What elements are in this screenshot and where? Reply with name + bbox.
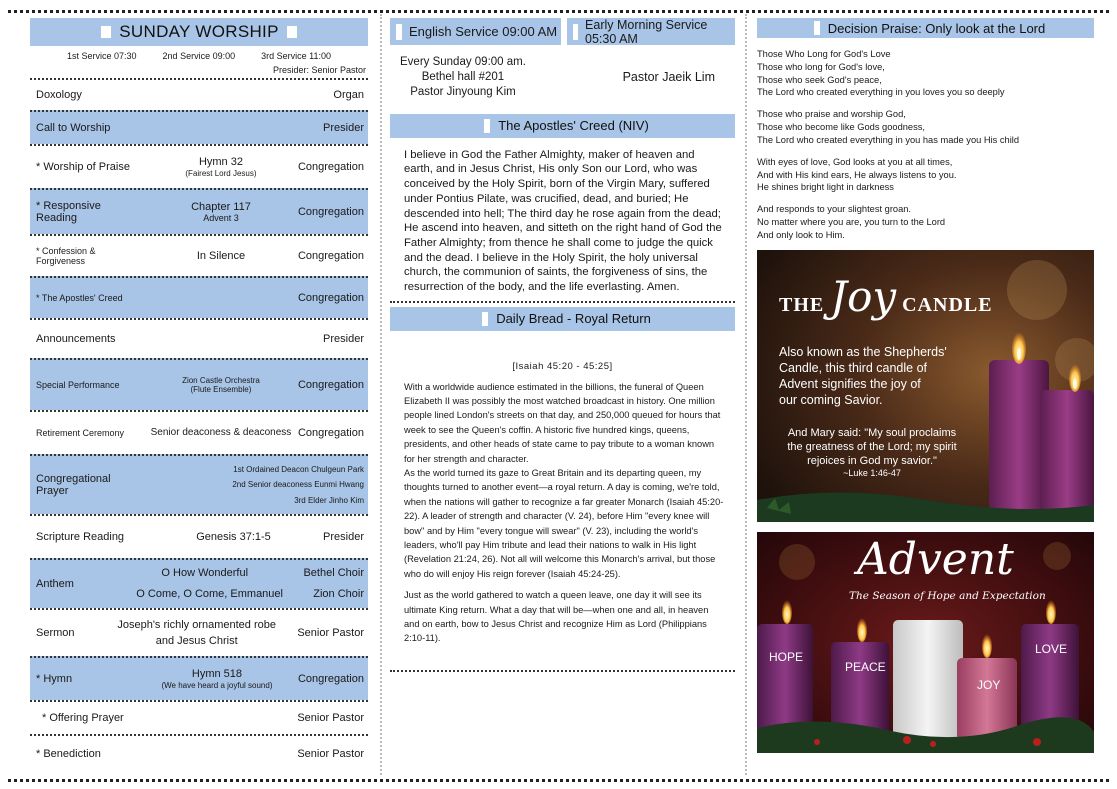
worship-title-bar — [30, 18, 368, 46]
order-item: Retirement Ceremony — [36, 428, 125, 438]
middle-column — [390, 18, 735, 672]
scripture-reference: [Isaiah 45:20 - 45:25] — [512, 360, 613, 372]
lyrics-line: And with His kind ears, He always listens to you. — [757, 169, 957, 180]
worship-title: SUNDAY WORSHIP — [119, 22, 279, 41]
anthem-choir: Zion Choir — [313, 588, 364, 600]
square-icon — [287, 26, 297, 38]
worship-column — [30, 18, 368, 772]
offering-row — [30, 700, 368, 734]
square-icon — [484, 119, 490, 133]
candle-label-love: LOVE — [1035, 642, 1068, 656]
joy-candle-description — [779, 344, 947, 408]
order-leader: Congregation — [297, 427, 364, 439]
service-time: 1st Service 07:30 — [67, 51, 137, 61]
anthem-line — [106, 563, 364, 584]
order-item: Scripture Reading — [36, 531, 125, 543]
square-icon — [573, 24, 578, 40]
order-row — [30, 276, 368, 318]
candle-label-joy: JOY — [977, 678, 1001, 692]
order-leader: Organ — [333, 89, 364, 101]
service-headers — [390, 18, 735, 45]
order-detail-main: Hymn 32 — [198, 156, 243, 169]
order-item: * The Apostles' Creed — [36, 293, 123, 303]
paragraph: With a worldwide audience estimated in the billions, the funeral of Queen Elizabeth II was possibly the most watched broadcast in history. One million people lined London's streets on that day, and 250,000 queued for hours that week to see the Queen's coffin. A historic five hundred kings, queens, presidents, and other heads of state came to pay tribute to a woman known for her strength and character. — [404, 381, 721, 464]
anthem-song: O How Wonderful — [161, 566, 249, 579]
quote-line: rejoices in God my savior." — [807, 455, 937, 468]
order-detail — [144, 250, 298, 263]
order-leader: Congregation — [297, 161, 364, 173]
prayer-leader: 3rd Elder Jinho Kim — [294, 495, 364, 505]
order-row — [30, 78, 368, 110]
detail-line: Pastor Jinyoung Kim — [410, 85, 516, 98]
joy-candle-quote — [757, 426, 987, 480]
english-service-header — [390, 18, 561, 45]
order-row — [30, 144, 368, 188]
lyrics-line: He shines bright light in darkness — [757, 182, 894, 193]
early-service-title: Early Morning Service 05:30 AM — [585, 17, 708, 46]
order-item: Special Performance — [36, 380, 120, 390]
description-line: Candle, this third candle of — [779, 361, 928, 375]
prayer-leader: 2nd Senior deaconess Eunmi Hwang — [232, 480, 364, 490]
decision-praise-header — [757, 18, 1094, 38]
lyrics-line: The Lord who created everything in you loves you so deeply — [757, 87, 1005, 98]
scripture-row — [30, 514, 368, 558]
lyrics-line: Those who praise and worship God, — [757, 109, 906, 120]
paragraph: As the world turned its gaze to Great Britain and its departing queen, my thoughts turned to another event—a royal return. A day is coming, we're told, when the nations will gather to recognize a far greater Monarch (Isaiah 45:20-22). A leader of strength and character (V. 24), before Him "every knee will bow" and by Him "every tongue will swear" (V. 23), including the world's leaders, who'll pay Him tribute and lead their nations to walk in His light (Revelation 21:24, 26). Not all will welcome this Monarch's arrival, but those who do will enjoy His reign forever (Isaiah 45:24-25). — [404, 467, 724, 579]
lyrics-line: Those who seek God's peace, — [757, 74, 882, 85]
service-time: 2nd Service 09:00 — [162, 51, 236, 61]
order-detail-sub: (Flute Ensemble) — [190, 385, 252, 394]
description-line: Advent signifies the joy of — [779, 377, 921, 391]
order-leader: Presider — [323, 122, 364, 134]
order-row — [30, 318, 368, 358]
detail-line: Bethel hall #201 — [421, 70, 505, 83]
sermon-title-line: Joseph's richly ornamented robe — [117, 618, 276, 631]
quote-citation: ~Luke 1:46-47 — [843, 468, 901, 479]
order-item: * Worship of Praise — [36, 161, 130, 173]
order-detail-main: Zion Castle Orchestra — [182, 375, 260, 385]
hymn-number: Hymn 518 — [191, 668, 243, 681]
square-icon — [482, 312, 488, 326]
square-icon — [101, 26, 111, 38]
order-detail-main: Senior deaconess & deaconess — [150, 427, 292, 439]
english-service-title: English Service 09:00 AM — [409, 24, 558, 39]
title-word: Joy — [830, 272, 897, 321]
lyrics-line: And only look to Him. — [757, 229, 845, 240]
order-detail — [144, 156, 298, 178]
order-leader: Congregation — [297, 379, 364, 391]
order-leader: Presider — [323, 333, 364, 345]
order-leader: Senior Pastor — [297, 748, 364, 760]
order-detail-sub: Advent 3 — [203, 213, 239, 224]
daily-bread-title: Daily Bread - Royal Return — [496, 311, 651, 327]
title-word: CANDLE — [902, 294, 993, 316]
service-time: 3rd Service 11:00 — [261, 51, 331, 61]
lyrics-stanza — [757, 48, 1094, 99]
prayer-leaders — [144, 462, 364, 509]
presider-line: Presider: Senior Pastor — [272, 65, 366, 75]
hymn-row — [30, 656, 368, 700]
anthem-song: O Come, O Come, Emmanuel — [136, 588, 283, 600]
bottom-dotted-border — [8, 779, 1109, 782]
order-leader: Congregation — [297, 292, 364, 304]
order-item: Sermon — [36, 627, 75, 639]
order-item: * Confession & Forgiveness — [36, 246, 96, 266]
order-item: Anthem — [36, 578, 74, 590]
early-service-pastor: Pastor Jaeik Lim — [622, 70, 715, 85]
prayer-leader: 1st Ordained Deacon Chulgeun Park — [233, 464, 364, 474]
lyrics-line: Those Who Long for God's Love — [757, 49, 891, 59]
lyrics-stanza — [757, 108, 1094, 146]
joy-candle-title — [779, 272, 993, 321]
sermon-title — [96, 617, 297, 650]
order-detail-main: In Silence — [196, 249, 246, 262]
order-leader: Presider — [323, 531, 364, 543]
lyrics-line: And responds to your slightest groan. — [757, 204, 912, 215]
quote-line: And Mary said: "My soul proclaims — [787, 427, 957, 439]
advent-image — [757, 532, 1094, 753]
right-column — [757, 18, 1094, 242]
divider — [390, 301, 735, 303]
benediction-row — [30, 734, 368, 772]
early-service-header — [567, 18, 735, 45]
order-item: Announcements — [36, 333, 116, 345]
detail-line: Every Sunday 09:00 am. — [400, 56, 526, 68]
lyrics-line: Those who long for God's love, — [757, 61, 885, 72]
lyrics-line: The Lord who created everything in you has made you His child — [757, 134, 1020, 145]
order-leader: Congregation — [297, 250, 364, 262]
hymn-detail — [136, 668, 298, 690]
order-leader: Senior Pastor — [297, 627, 364, 639]
scripture-passage: Genesis 37:1-5 — [196, 530, 271, 543]
column-separator — [380, 14, 382, 775]
order-row — [30, 110, 368, 144]
decision-praise-lyrics — [757, 38, 1094, 242]
order-row — [30, 234, 368, 276]
lyrics-stanza — [757, 203, 1094, 241]
english-service-info — [390, 55, 735, 100]
square-icon — [396, 24, 402, 40]
order-item: Congregational Prayer — [36, 473, 111, 497]
english-service-details — [400, 55, 526, 100]
service-times — [30, 51, 368, 61]
order-item: Doxology — [36, 89, 82, 101]
order-leader: Senior Pastor — [297, 712, 364, 724]
order-row — [30, 410, 368, 454]
order-item: * Benediction — [36, 748, 101, 760]
anthem-choir: Bethel Choir — [303, 566, 364, 579]
anthem-row — [30, 558, 368, 608]
sermon-row — [30, 608, 368, 656]
lyrics-line: Those who become like Gods goodness, — [757, 122, 925, 133]
order-detail-sub: (Fairest Lord Jesus) — [185, 168, 257, 178]
creed-header — [390, 114, 735, 138]
square-icon — [814, 21, 820, 35]
order-leader: Congregation — [297, 673, 364, 685]
order-item: Call to Worship — [36, 122, 111, 134]
order-leader: Congregation — [297, 206, 364, 218]
column-separator — [745, 14, 747, 775]
order-detail-main: Chapter 117 — [191, 200, 251, 213]
lyrics-line: With eyes of love, God looks at you at all times, — [757, 156, 953, 167]
order-detail — [144, 427, 298, 439]
order-item: * Responsive Reading — [36, 200, 101, 224]
candle-label-hope: HOPE — [769, 650, 804, 664]
sermon-title-line: and Jesus Christ — [155, 635, 238, 647]
lyrics-stanza — [757, 156, 1094, 194]
description-line: our coming Savior. — [779, 393, 883, 407]
joy-candle-image — [757, 250, 1094, 522]
creed-title: The Apostles' Creed (NIV) — [498, 118, 649, 134]
daily-bread-text — [390, 372, 735, 646]
top-dotted-border — [8, 10, 1109, 13]
advent-title: Advent — [857, 534, 1014, 585]
anthem-line — [106, 584, 364, 605]
order-row — [30, 188, 368, 234]
paragraph: Just as the world gathered to watch a queen leave, one day it will see its ultimate King return. What a day that will be—when one and all, in heaven and on earth, bow to Jesus Christ and recognize Him as Lord (Philippians 2:10-11). — [404, 590, 709, 644]
order-row — [30, 358, 368, 410]
divider — [390, 670, 735, 672]
daily-bread-header — [390, 307, 735, 331]
decision-praise-title: Decision Praise: Only look at the Lord — [827, 20, 1046, 36]
title-word: THE — [779, 294, 825, 316]
creed-text: I believe in God the Father Almighty, maker of heaven and earth, and in Jesus Christ, His only Son our Lord, who was conceived by the Holy Spirit, born of the Virgin Mary, suffered under Pontius Pilate, was crucified, dead, and buried; He descended into hell; The third day he rose again from the dead; He ascend into heaven, and sitteth on the right hand of God the Father Almighty; from thence he shall come to judge the quick and the dead. I believe in the Holy Spirit, the holy universal church, the communion of saints, the forgiveness of sins, the resurrection of the body, and the life everlasting. Amen. — [404, 148, 722, 293]
order-detail — [144, 376, 298, 394]
hymn-name: (We have heard a joyful sound) — [161, 680, 273, 690]
description-line: Also known as the Shepherds' — [779, 345, 947, 359]
order-detail — [144, 201, 298, 224]
lyrics-line: No matter where you are, you turn to the Lord — [757, 217, 946, 228]
advent-subtitle: The Season of Hope and Expectation — [849, 590, 1046, 602]
anthem-songs — [106, 563, 364, 606]
candle-label-peace: PEACE — [845, 660, 886, 674]
order-of-worship — [30, 78, 368, 454]
quote-line: the greatness of the Lord; my spirit — [787, 441, 957, 454]
order-item: * Hymn — [36, 673, 73, 685]
prayer-row — [30, 454, 368, 514]
order-item: * Offering Prayer — [42, 712, 124, 724]
